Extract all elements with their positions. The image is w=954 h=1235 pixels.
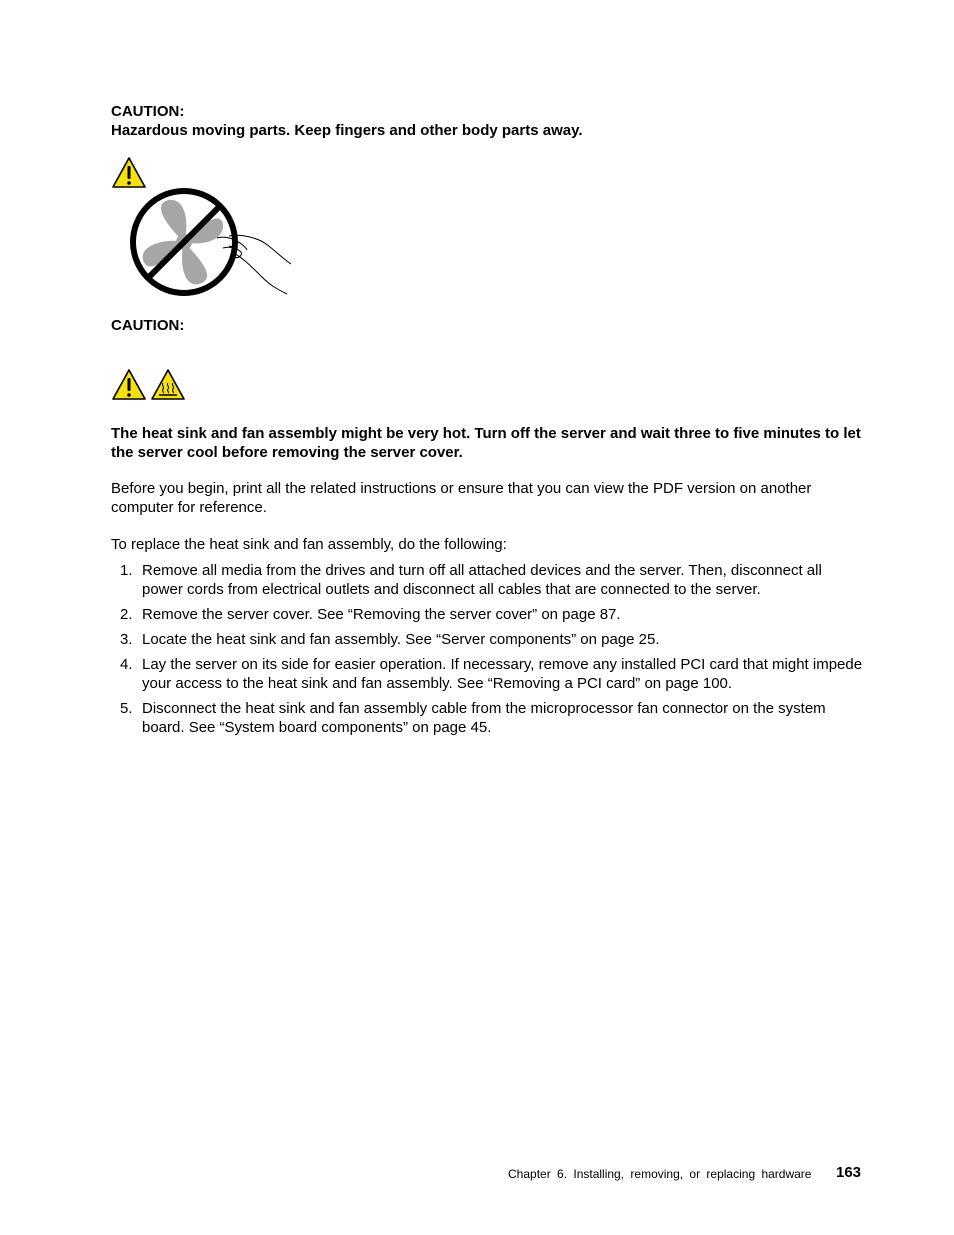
step-text: Locate the heat sink and fan assembly. See “Server components” on page 25. (142, 631, 660, 648)
step-text: Disconnect the heat sink and fan assembly cable from the microprocessor fan connector on the system board. See “System board components” on page 45. (142, 700, 826, 736)
step-number: 5. (120, 700, 133, 717)
list-item (120, 655, 865, 693)
warning-triangle-icon (111, 368, 147, 401)
step-text: Lay the server on its side for easier operation. If necessary, remove any installed PCI card that might impede your access to the heat sink and fan assembly. See “Removing a PCI card” on page 100. (142, 656, 863, 692)
page-number: 163 (836, 1164, 862, 1181)
procedure-lead-in: To replace the heat sink and fan assembly, do the following: (111, 536, 507, 553)
hot-surface-icon (150, 368, 186, 401)
no-fingers-fan-icon (127, 186, 293, 300)
step-number: 3. (120, 631, 133, 648)
intro-paragraph: Before you begin, print all the related instructions or ensure that you can view the PDF version on another computer for reference. (111, 480, 812, 516)
list-item (120, 630, 865, 649)
list-item (120, 561, 865, 599)
step-text: Remove the server cover. See “Removing the server cover” on page 87. (142, 606, 621, 623)
caution-label-1: CAUTION: (111, 103, 185, 120)
step-number: 4. (120, 656, 133, 673)
step-number: 2. (120, 606, 133, 623)
step-number: 1. (120, 562, 133, 579)
caution-text-moving-parts: Hazardous moving parts. Keep fingers and other body parts away. (111, 122, 583, 139)
list-item (120, 699, 865, 737)
footer-chapter-title: Chapter 6. Installing, removing, or replacing hardware (508, 1167, 812, 1181)
warning-triangle-icon (111, 156, 147, 189)
step-text: Remove all media from the drives and turn off all attached devices and the server. Then, disconnect all power cords from electrical outlets and disconnect all cables that are connected to the server. (142, 562, 822, 598)
list-item (120, 605, 865, 624)
hot-warning-text: The heat sink and fan assembly might be very hot. Turn off the server and wait three to five minutes to let the server cool before removing the server cover. (111, 425, 861, 461)
caution-label-2: CAUTION: (111, 317, 185, 334)
